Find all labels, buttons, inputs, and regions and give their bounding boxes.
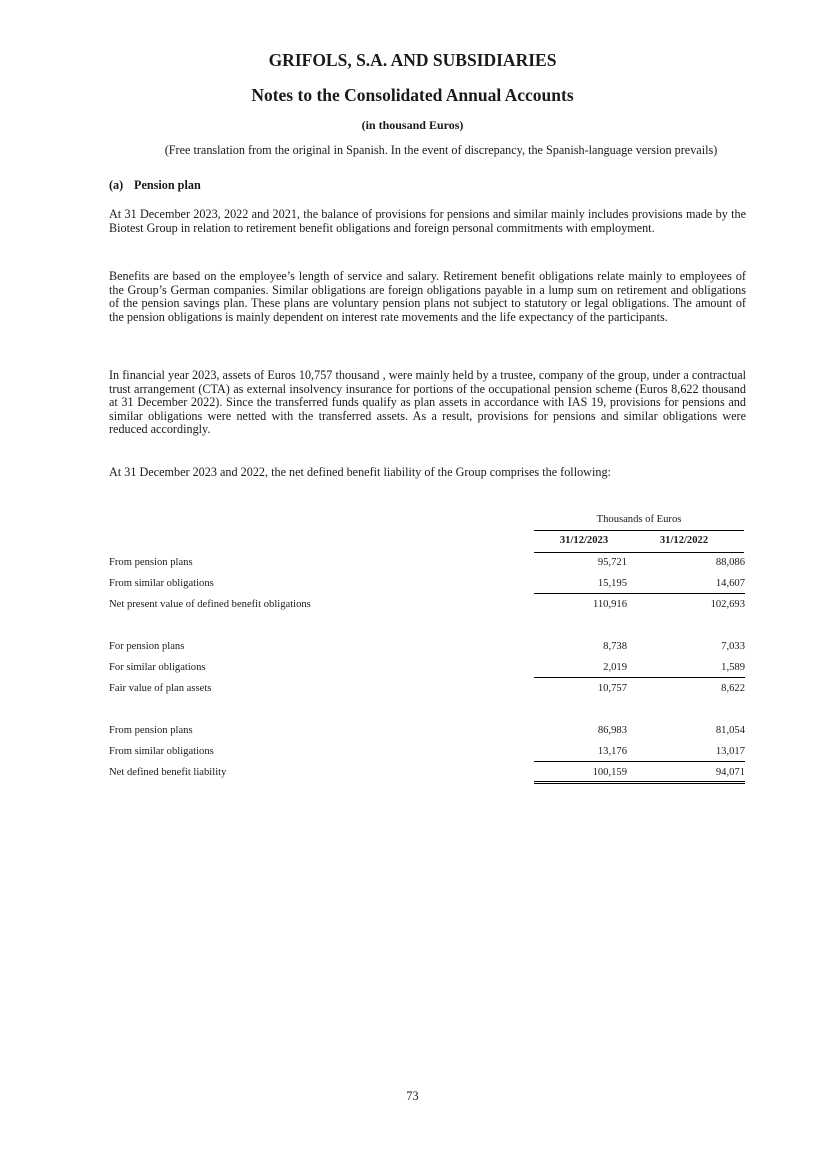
section-label: (a) [109,178,124,192]
value-2022: 13,017 [715,746,745,757]
value-2023: 2,019 [603,662,627,673]
document-title: Notes to the Consolidated Annual Accounts [251,85,574,105]
table-row-subtotal [109,599,745,613]
value-2022: 88,086 [715,557,745,568]
value-2023: 13,176 [597,746,627,757]
table-row [109,662,745,676]
row-label: From pension plans [109,557,193,568]
section-title: Pension plan [134,178,201,192]
paragraph-2: Benefits are based on the employee’s length of service and salary. Retirement benefit obligations relate mainly to employees of the Group’s German companies. Similar obligations are foreign obligations payable in a lump sum on retirement and obligations of the pension savings plan. These plans are voluntary pension plans not subject to statutory or legal obligations. The amount of the pension obligations is mainly dependent on interest rate movements and the life expectancy of the participants. [109,269,746,324]
units-note: (in thousand Euros) [361,118,464,132]
row-label: For similar obligations [109,662,206,673]
total-double-rule [534,781,745,784]
column-header-2023: 31/12/2023 [559,535,609,546]
value-2023: 8,738 [603,641,627,652]
subtotal-rule [534,593,745,594]
column-header-2022: 31/12/2022 [659,535,709,546]
row-label: For pension plans [109,641,185,652]
row-label: From similar obligations [109,746,214,757]
value-2023: 110,916 [592,599,627,610]
page-number: 73 [406,1089,419,1103]
value-2023: 15,195 [597,578,627,589]
value-2022: 1,589 [721,662,745,673]
table-row-subtotal [109,683,745,697]
table-row [109,578,745,592]
value-2022: 81,054 [715,725,745,736]
row-label: Net present value of defined benefit obligations [109,599,311,610]
value-2022: 8,622 [721,683,745,694]
subtotal-rule [534,761,745,762]
company-name: GRIFOLS, S.A. AND SUBSIDIARIES [268,50,557,70]
table-row [109,746,745,760]
table-row [109,725,745,739]
row-label: From similar obligations [109,578,214,589]
value-2022: 7,033 [721,641,745,652]
table-group-header: Thousands of Euros [534,514,744,531]
value-2023: 100,159 [592,767,627,778]
value-2023: 10,757 [597,683,627,694]
value-2023: 95,721 [597,557,627,568]
translation-disclaimer: (Free translation from the original in Spanish. In the event of discrepancy, the Spanish-language version prevails) [164,143,718,157]
table-row-total [109,767,745,781]
paragraph-1: At 31 December 2023, 2022 and 2021, the balance of provisions for pensions and similar mainly includes provisions made by the Biotest Group in relation to retirement benefit obligations and foreign personal commitments with employment. [109,207,746,235]
value-2022: 14,607 [715,578,745,589]
row-label: Net defined benefit liability [109,767,227,778]
value-2022: 102,693 [710,599,745,610]
row-label: Fair value of plan assets [109,683,212,694]
paragraph-4: At 31 December 2023 and 2022, the net defined benefit liability of the Group comprises the following: [109,465,611,479]
table-row [109,557,745,571]
value-2022: 94,071 [715,767,745,778]
paragraph-3: In financial year 2023, assets of Euros 10,757 thousand , were mainly held by a trustee, company of the group, under a contractual trust arrangement (CTA) as external insolvency insurance for portions of the occupational pension scheme (Euros 8,622 thousand at 31 December 2022). Since the transferred funds qualify as plan assets in accordance with IAS 19, provisions for pensions and similar obligations were netted with the transferred assets. As a result, provisions for pensions and similar obligations were reduced accordingly. [109,368,746,437]
row-label: From pension plans [109,725,193,736]
subtotal-rule [534,677,745,678]
header-rule [534,552,744,553]
section-heading [109,178,201,193]
table-row [109,641,745,655]
value-2023: 86,983 [597,725,627,736]
